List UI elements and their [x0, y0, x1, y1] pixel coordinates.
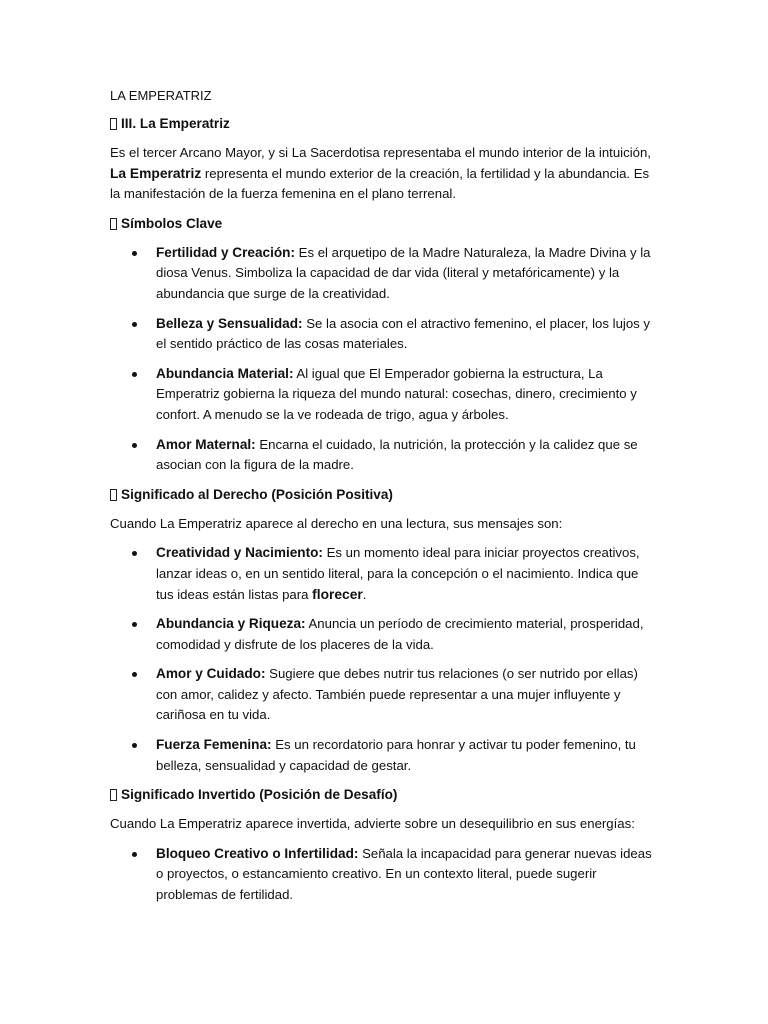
item-text: Anuncia un período de crecimiento material, prosperidad, comodidad y disfrute de los placeres de la vida.: [156, 616, 644, 652]
list-item: [110, 844, 658, 906]
item-term: Amor Maternal:: [156, 436, 256, 452]
reversed-heading-text: Significado Invertido (Posición de Desafío): [121, 787, 398, 803]
intro-text-2: representa el mundo exterior de la creación, la fertilidad y la abundancia. Es la manifestación de la fuerza femenina en el plano terrenal.: [110, 165, 650, 202]
list-item: [110, 735, 658, 776]
missing-glyph-icon: [110, 789, 117, 801]
bullet-icon: [132, 372, 137, 377]
upright-intro: Cuando La Emperatriz aparece al derecho en una lectura, sus mensajes son:: [110, 515, 563, 531]
symbols-heading: [110, 214, 658, 234]
list-item: [110, 314, 658, 355]
item-tail: .: [362, 586, 367, 602]
item-term: Abundancia y Riqueza:: [156, 616, 306, 632]
item-text: Es el arquetipo de la Madre Naturaleza, la Madre Divina y la diosa Venus. Simboliza la capacidad de dar vida (literal y metafóricamente) y la abundancia que surge de la creatividad.: [156, 244, 651, 301]
item-term: Bloqueo Creativo o Infertilidad:: [156, 845, 359, 861]
section-heading-emperatriz: [110, 114, 658, 134]
bullet-icon: [132, 322, 137, 327]
missing-glyph-icon: [110, 489, 117, 501]
intro-paragraph: [110, 143, 658, 205]
bullet-icon: [132, 622, 137, 627]
item-bold-word: florecer: [312, 586, 363, 602]
bullet-icon: [132, 672, 137, 677]
symbols-heading-text: Símbolos Clave: [121, 215, 223, 231]
list-item: [110, 243, 658, 305]
list-item: [110, 435, 658, 476]
symbols-list: [110, 243, 658, 476]
reversed-list: [110, 844, 658, 906]
item-text: Encarna el cuidado, la nutrición, la protección y la calidez que se asocian con la figura de la madre.: [156, 436, 638, 473]
bullet-icon: [132, 251, 137, 256]
item-term: Fuerza Femenina:: [156, 737, 272, 753]
missing-glyph-icon: [110, 218, 117, 230]
item-text: Se la asocia con el atractivo femenino, el placer, los lujos y el sentido práctico de las cosas materiales.: [156, 315, 651, 352]
item-term: Creatividad y Nacimiento:: [156, 545, 323, 561]
item-text: Es un momento ideal para iniciar proyectos creativos, lanzar ideas o, en un sentido literal, para la concepción o el nacimiento. Indica que tus ideas están listas para: [156, 545, 640, 602]
document-title: LA EMPERATRIZ: [110, 88, 212, 103]
item-term: Belleza y Sensualidad:: [156, 315, 303, 331]
item-term: Abundancia Material:: [156, 365, 294, 381]
item-text: Es un recordatorio para honrar y activar tu poder femenino, tu belleza, sensualidad y capacidad de gestar.: [156, 737, 636, 773]
reversed-intro: Cuando La Emperatriz aparece invertida, advierte sobre un desequilibrio en sus energías:: [110, 816, 635, 832]
reversed-heading: [110, 785, 658, 805]
missing-glyph-icon: [110, 118, 117, 130]
item-term: Fertilidad y Creación:: [156, 244, 295, 260]
bullet-icon: [132, 852, 137, 857]
intro-bold-term: La Emperatriz: [110, 165, 202, 181]
section-heading-text: III. La Emperatriz: [121, 116, 230, 131]
list-item: [110, 664, 658, 726]
bullet-icon: [132, 443, 137, 448]
item-text: Señala la incapacidad para generar nuevas ideas o proyectos, o estancamiento creativo. En un contexto literal, puede sugerir problemas de fertilidad.: [156, 845, 652, 903]
list-item: [110, 543, 658, 605]
upright-list: [110, 543, 658, 776]
upright-heading-text: Significado al Derecho (Posición Positiva): [121, 486, 393, 502]
document-page: [110, 86, 658, 915]
item-term: Amor y Cuidado:: [156, 666, 266, 682]
bullet-icon: [132, 551, 137, 556]
list-item: [110, 614, 658, 655]
item-text: Sugiere que debes nutrir tus relaciones (o ser nutrido por ellas) con amor, calidez y afecto. También puede representar a una mujer influyente y cariñosa en tu vida.: [156, 666, 638, 723]
bullet-icon: [132, 743, 137, 748]
intro-text-1: Es el tercer Arcano Mayor, y si La Sacerdotisa representaba el mundo interior de la intuición,: [110, 145, 651, 160]
upright-heading: [110, 485, 658, 505]
item-text: Al igual que El Emperador gobierna la estructura, La Emperatriz gobierna la riqueza del mundo natural: cosechas, dinero, crecimiento y confort. A menudo se la ve rodeada de trigo, agua y árboles.: [156, 365, 637, 422]
list-item: [110, 364, 658, 426]
